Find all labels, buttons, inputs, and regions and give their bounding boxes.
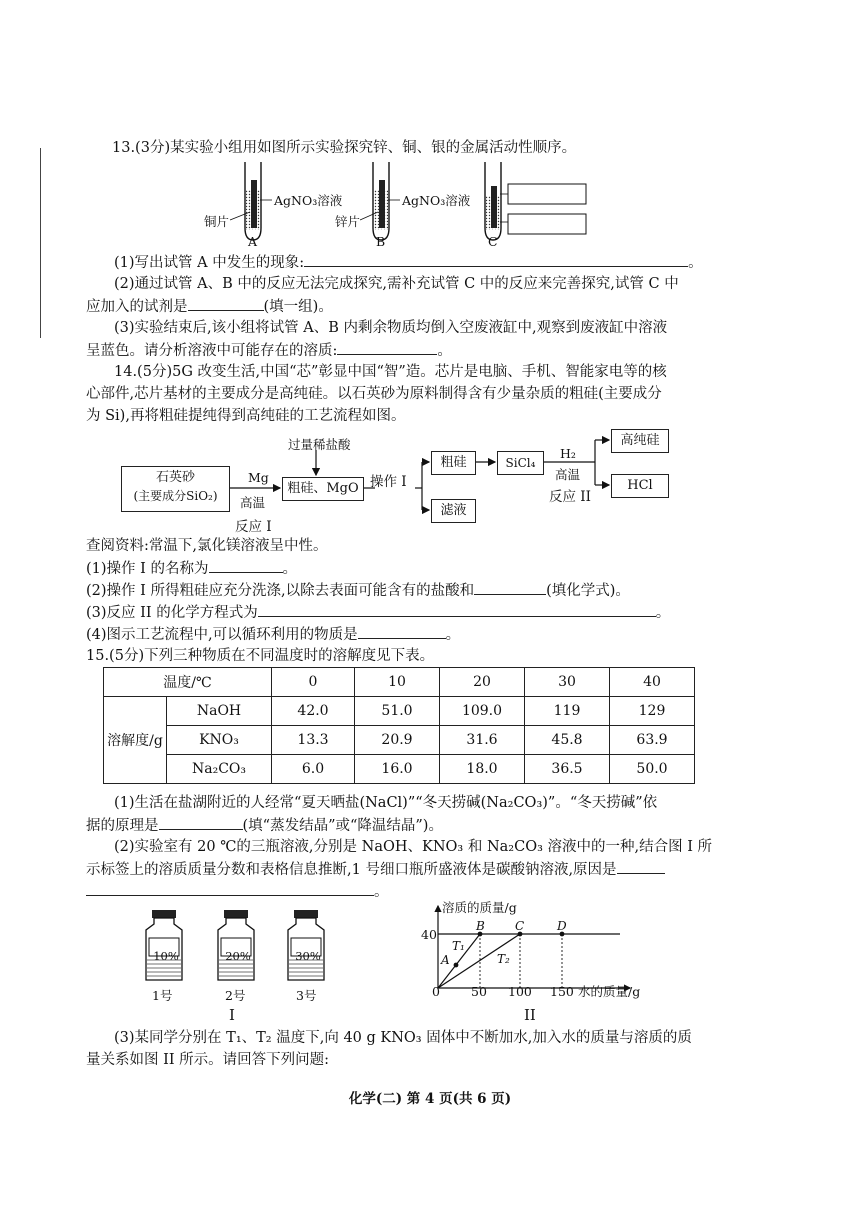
flow-box-quartz-sand: [121, 466, 230, 512]
tube-b-letter: B: [376, 234, 386, 249]
tube-a-letter: A: [248, 234, 258, 249]
figure-1-caption: I: [229, 1006, 235, 1024]
bottle-2: [218, 910, 254, 980]
q15-part2-answer-blank-a[interactable]: [617, 859, 665, 874]
bottle-2-label: 20%: [225, 949, 251, 963]
graph-y-label: 溶质的质量/g: [442, 900, 517, 915]
flow-box-crude-si-mgo: 粗硅、MgO: [282, 477, 364, 501]
q15-part3-line1: (3)某同学分别在 T₁、T₂ 温度下,向 40 g KNO₃ 固体中不断加水,加入水的质量与溶质的质: [114, 1030, 692, 1046]
tube-a-metal-label: 铜片: [204, 214, 230, 229]
table-cell: 36.5: [525, 755, 610, 784]
q14-part4-answer-blank[interactable]: [358, 624, 446, 639]
flow-box-sicl4: SiCl₄: [497, 451, 544, 475]
page-footer: 化学(二) 第 4 页(共 6 页): [348, 1091, 512, 1107]
q15-part1-line2: 据的原理是 (填“蒸发结晶”或“降温结晶”)。: [86, 815, 443, 836]
table-cell: 45.8: [525, 726, 610, 755]
graph-x-tick-50: 50: [471, 984, 487, 999]
q13-part2-line2: 应加入的试剂是 (填一组)。: [86, 296, 333, 317]
q14-stem-line2: 心部件,芯片基材的主要成分是高纯硅。以石英砂为原料制得含有少量杂质的粗硅(主要成分: [86, 386, 662, 402]
table-cell: 42.0: [272, 697, 355, 726]
q13-stem: 13.(3分)某实验小组用如图所示实验探究锌、铜、银的金属活动性顺序。: [112, 140, 577, 156]
table-row-substance: KNO₃: [167, 726, 272, 755]
q14-stem-line3: 为 Si),再将粗硅提纯得到高纯硅的工艺流程如图。: [86, 408, 406, 424]
tube-a-solution-label: AgNO₃溶液: [274, 193, 343, 208]
flow-box-pure-si: 高纯硅: [611, 429, 669, 453]
table-cell: 13.3: [272, 726, 355, 755]
flow-reaction-2-label: 反应 II: [549, 489, 591, 505]
table-cell: 31.6: [440, 726, 525, 755]
q15-part3-line2: 量关系如图 II 所示。请回答下列问题:: [86, 1052, 330, 1068]
flow-reagent-h2: H₂: [560, 446, 576, 461]
table-header-cell: 20: [440, 668, 525, 697]
q15-part2-line2: 示标签上的溶质质量分数和表格信息推断,1 号细口瓶所盛液体是碳酸钠溶液,原因是: [86, 859, 665, 880]
table-row: [104, 726, 695, 755]
table-cell: 16.0: [355, 755, 440, 784]
graph-x-tick-0: 0: [432, 984, 440, 999]
q15-part1-answer-blank[interactable]: [159, 815, 243, 830]
q14-part2-answer-blank[interactable]: [474, 580, 546, 595]
bottle-3: [288, 910, 324, 980]
bottle-1-name: 1号: [152, 988, 173, 1003]
table-row: [104, 755, 695, 784]
figure-2-caption: II: [524, 1006, 536, 1024]
q14-part3: (3)反应 II 的化学方程式为 。: [86, 602, 670, 623]
bottle-1-label: 10%: [153, 949, 179, 963]
flow-quartz-label: 石英砂: [155, 470, 195, 485]
q15-part2-line3: 。: [86, 881, 389, 902]
table-header-cell: 40: [610, 668, 695, 697]
tube-b-solution-label: AgNO₃溶液: [402, 193, 471, 208]
table-cell: 51.0: [355, 697, 440, 726]
graph-label-b: B: [476, 919, 485, 933]
table-cell: 18.0: [440, 755, 525, 784]
graph-point-a: [454, 963, 459, 968]
table-header-row: [104, 668, 695, 697]
flow-box-hcl: HCl: [611, 474, 669, 498]
bottle-3-name: 3号: [296, 988, 317, 1003]
q14-part1-answer-blank[interactable]: [209, 558, 283, 573]
graph-x-tick-100: 100: [508, 984, 532, 999]
q13-part3-line2: 呈蓝色。请分析溶液中可能存在的溶质: 。: [86, 340, 452, 361]
graph-label-a: A: [441, 953, 450, 967]
graph-label-c: C: [515, 919, 525, 933]
table-cell: 109.0: [440, 697, 525, 726]
table-row-substance: NaOH: [167, 697, 272, 726]
table-cell: 119: [525, 697, 610, 726]
q13-part3-line1: (3)实验结束后,该小组将试管 A、B 内剩余物质均倒入空废液缸中,观察到废液缸中溶液: [114, 320, 668, 336]
q14-flowchart-arrows: [0, 0, 860, 540]
q15-stem: 15.(5分)下列三种物质在不同温度时的溶解度见下表。: [86, 648, 435, 664]
solubility-table: [103, 667, 695, 784]
flow-box-crude-si: 粗硅: [431, 451, 476, 475]
flow-quartz-composition: (主要成分SiO₂): [133, 489, 218, 503]
bottle-3-label: 30%: [295, 949, 321, 963]
graph-x-label: 水的质量/g: [578, 984, 641, 999]
table-cell: 20.9: [355, 726, 440, 755]
q15-part1-line1: (1)生活在盐湖附近的人经常“夏天晒盐(NaCl)”“冬天捞碱(Na₂CO₃)”。“冬天捞碱”依: [114, 795, 658, 811]
tube-b-metal-label: 锌片: [335, 214, 361, 229]
table-cell: 63.9: [610, 726, 695, 755]
table-row-group-label: 溶解度/g: [104, 697, 167, 784]
q15-part2-line1: (2)实验室有 20 ℃的三瓶溶液,分别是 NaOH、KNO₃ 和 Na₂CO₃ 溶液中的一种,结合图 I 所: [114, 839, 713, 855]
q14-part3-answer-blank[interactable]: [258, 602, 656, 617]
q14-part4: (4)图示工艺流程中,可以循环利用的物质是 。: [86, 624, 460, 645]
q15-part2-answer-blank-b[interactable]: [86, 881, 374, 896]
graph-y-tick-40: 40: [421, 927, 437, 942]
table-cell: 50.0: [610, 755, 695, 784]
graph-label-t2: T₂: [497, 952, 510, 966]
bottle-1: [146, 910, 182, 980]
graph-label-t1: T₁: [452, 939, 465, 953]
q13-part2-line1: (2)通过试管 A、B 中的反应无法完成探究,需补充试管 C 中的反应来完善探究,试管 C 中: [114, 276, 679, 292]
table-header-cell: 30: [525, 668, 610, 697]
flow-reaction-1-label: 反应 I: [235, 519, 272, 535]
flow-box-filtrate: 滤液: [431, 499, 476, 523]
flow-operation-1-label: 操作 I: [370, 474, 407, 490]
table-cell: 6.0: [272, 755, 355, 784]
flow-condition-high-temp-1: 高温: [240, 495, 266, 510]
table-header-temp: 温度/℃: [104, 668, 272, 697]
q14-reference-info: 查阅资料:常温下,氯化镁溶液呈中性。: [86, 538, 328, 554]
q13-part1: (1)写出试管 A 中发生的现象: 。: [114, 252, 703, 273]
tube-c-letter: C: [488, 234, 498, 249]
table-row-substance: Na₂CO₃: [167, 755, 272, 784]
graph-x-tick-150: 150: [550, 984, 574, 999]
table-row: [104, 697, 695, 726]
table-header-cell: 10: [355, 668, 440, 697]
q14-stem-line1: 14.(5分)5G 改变生活,中国“芯”彰显中国“智”造。芯片是电脑、手机、智能家电等的核: [114, 364, 667, 380]
table-header-cell: 0: [272, 668, 355, 697]
q14-part1: (1)操作 I 的名称为 。: [86, 558, 297, 579]
q14-part2: (2)操作 I 所得粗硅应充分洗涤,以除去表面可能含有的盐酸和 (填化学式)。: [86, 580, 630, 601]
bottle-2-name: 2号: [225, 988, 246, 1003]
flow-reagent-hcl-excess: 过量稀盐酸: [288, 437, 351, 452]
table-cell: 129: [610, 697, 695, 726]
flow-condition-high-temp-2: 高温: [555, 467, 581, 482]
graph-label-d: D: [557, 919, 567, 933]
flow-reagent-mg: Mg: [248, 470, 269, 485]
